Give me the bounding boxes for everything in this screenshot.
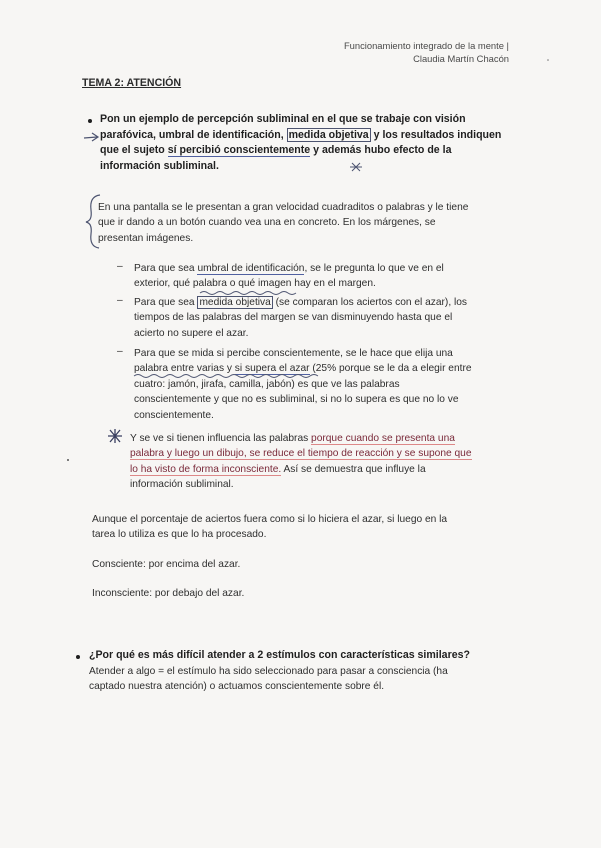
wavy-underline xyxy=(200,292,296,295)
ink-dot xyxy=(67,459,69,461)
underlined-term: umbral de identificación xyxy=(197,263,305,274)
boxed-term: medida objetiva xyxy=(288,128,369,141)
wavy-underline xyxy=(134,375,318,378)
star-icon xyxy=(350,163,362,171)
item-influence: Y se ve si tienen influencia las palabras porque cuando se presenta una palabra y luego un dibujo, se reduce el tiempo de reacción y se supone que lo ha visto de forma inconsciente. Así se demuestra que influye la información subliminal. xyxy=(130,433,472,491)
item-objective-measure: Para que sea medida objetiva (se comparan los aciertos con el azar), los tiempos de las palabras del margen se van disminuyendo hasta que el acierto no supere el azar. xyxy=(134,297,468,339)
dash-marker: – xyxy=(117,295,123,306)
arrow-icon xyxy=(84,133,98,141)
star-icon xyxy=(108,429,122,443)
section-title: TEMA 2: ATENCIÓN xyxy=(82,77,182,89)
question-2: ¿Por qué es más difícil atender a 2 estímulos con características similares? xyxy=(89,649,470,661)
boxed-term: medida objetiva xyxy=(199,297,271,308)
course-name: Funcionamiento integrado de la mente | xyxy=(343,40,509,51)
brace-icon xyxy=(86,195,100,248)
highlighted-text: lo ha visto de forma inconsciente. xyxy=(130,463,282,475)
highlighted-text: palabra y luego un dibujo, se reduce el tiempo de reacción y se supone que xyxy=(130,448,472,460)
ink-dot xyxy=(547,59,549,61)
dash-marker: – xyxy=(117,346,123,357)
intro-paragraph: En una pantalla se le presentan a gran velocidad cuadraditos o palabras y le tiene que ir dando a un botón cuando vea una en concreto. En los márgenes, se presentan imágenes. xyxy=(98,202,469,244)
highlighted-text: porque cuando se presenta una xyxy=(311,433,455,444)
item-conscious-perception: Para que se mida si percibe conscientemente, se le hace que elija una palabra entre varias y si supera el azar (25% porque se le da a elegir entre cuatro: jamón, jirafa, camilla, jabón) es que ve las palabras conscientemente y que no es subliminal, si no lo supera es que no lo ve conscientemente. xyxy=(134,348,472,421)
item-identification-threshold: Para que sea umbral de identificación, se le pregunta lo que ve en el exterior, qué palabra o qué imagen hay en el margen. xyxy=(134,263,444,290)
unconscious-definition: Inconsciente: por debajo del azar. xyxy=(92,588,245,599)
author-name: Claudia Martín Chacón xyxy=(413,53,509,64)
dash-marker: – xyxy=(117,261,123,272)
underlined-term: si supera el azar xyxy=(234,363,310,375)
aside-paragraph: Aunque el porcentaje de aciertos fuera como si lo hiciera el azar, si luego en la tarea lo utiliza es que lo ha procesado. xyxy=(92,514,448,541)
conscious-definition: Consciente: por encima del azar. xyxy=(92,559,241,570)
question-1: Pon un ejemplo de percepción subliminal en el que se trabaje con visión parafóvica, umbral de identificación, medida objetiva y los resultados indiquen que el sujeto sí percibió conscientemente y además hubo efecto de la información subliminal. xyxy=(100,113,502,172)
underlined-term: sí percibió conscientemente xyxy=(167,144,311,156)
answer-2: Atender a algo = el estímulo ha sido seleccionado para pasar a consciencia (ha captado nuestra atención) o actuamos conscientemente sobre él. xyxy=(89,666,448,693)
